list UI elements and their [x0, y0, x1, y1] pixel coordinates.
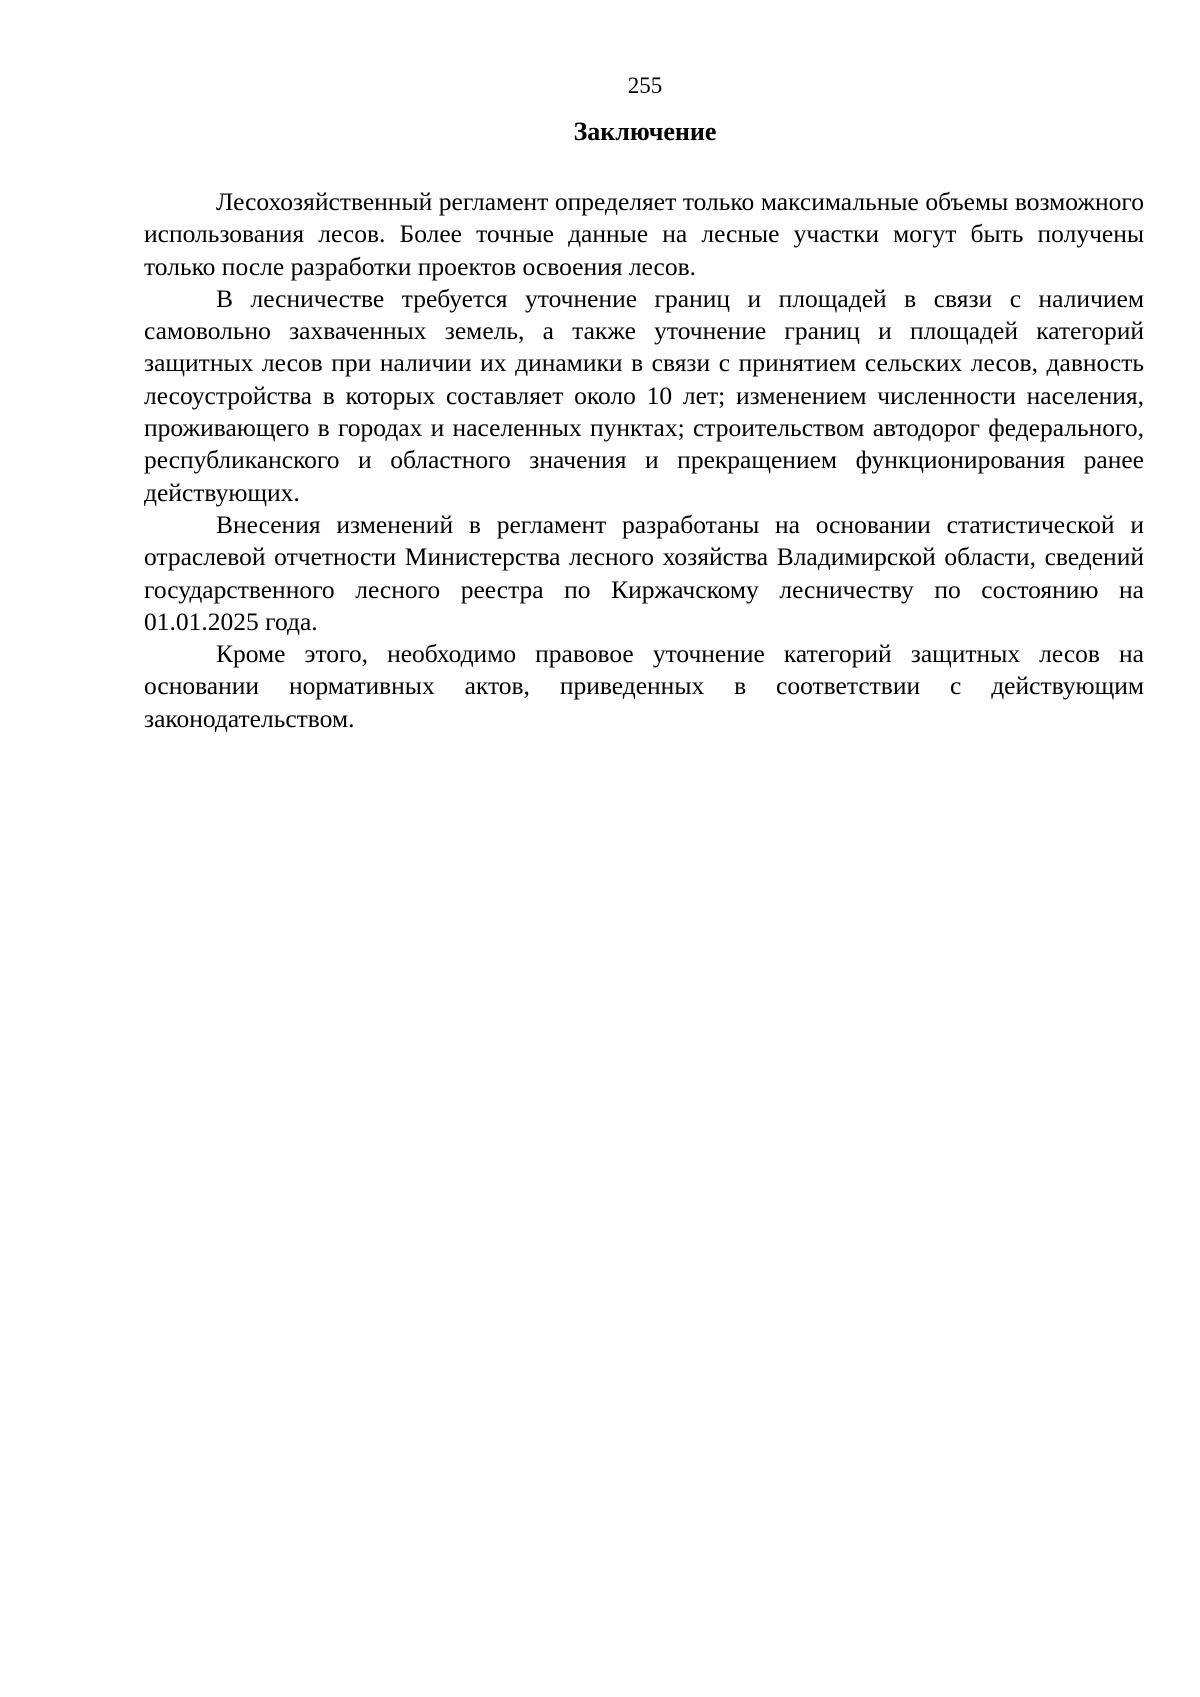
paragraph: Внесения изменений в регламент разработаны на основании статистической и отраслевой отчетности Министерства лесного хозяйства Владимирской области, сведений государственного лесного реестра по Киржачскому лесничеству по состоянию на 01.01.2025 года.: [144, 509, 1144, 636]
page-number: 255: [627, 73, 663, 98]
document-body: [144, 186, 1144, 735]
paragraph: В лесничестве требуется уточнение границ и площадей в связи с наличием самовольно захваченных земель, а также уточнение границ и площадей категорий защитных лесов при наличии их динамики в связи с принятием сельских лесов, давность лесоустройства в которых составляет около 10 лет; изменением численности населения, проживающего в городах и населенных пунктах; строительством автодорог федерального, республиканского и областного значения и прекращением функционирования ранее действующих.: [144, 283, 1144, 507]
paragraph: Лесохозяйственный регламент определяет только максимальные объемы возможного использования лесов. Более точные данные на лесные участки могут быть получены только после разработки проектов освоения лесов.: [144, 187, 1144, 281]
paragraph: Кроме этого, необходимо правовое уточнение категорий защитных лесов на основании нормативных актов, приведенных в соответствии с действующим законодательством.: [144, 639, 1144, 733]
section-title: Заключение: [573, 117, 717, 146]
